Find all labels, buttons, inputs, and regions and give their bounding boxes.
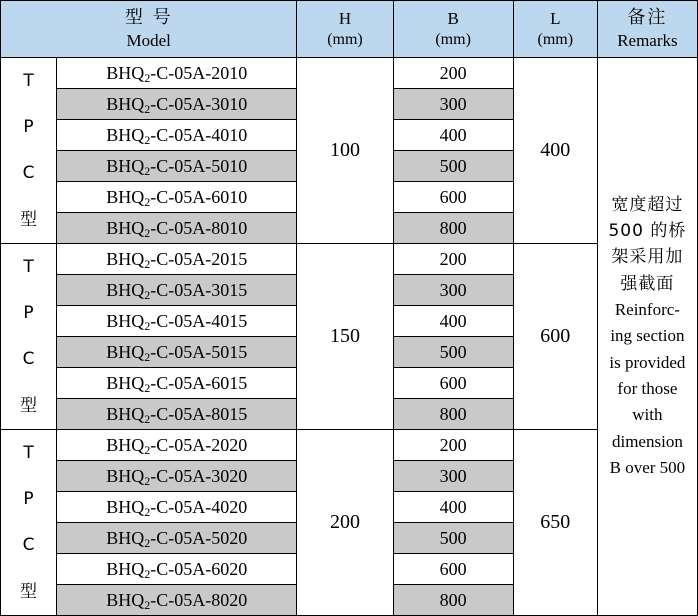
model-cell	[57, 213, 297, 244]
header-h-unit: (mm)	[327, 30, 363, 48]
b-value-cell: 800	[393, 585, 513, 616]
model-prefix: BHQ	[106, 496, 145, 517]
model-subscript: 2	[144, 163, 151, 178]
b-value-cell: 300	[393, 89, 513, 120]
header-l-label: L	[550, 9, 561, 29]
table-body	[1, 58, 698, 616]
l-value-cell: 650	[513, 430, 597, 616]
model-suffix: -C-05A-2010	[150, 62, 248, 83]
h-value-cell: 100	[297, 58, 393, 244]
b-value-cell: 500	[393, 337, 513, 368]
type-label-char: P	[23, 489, 34, 510]
model-suffix: -C-05A-6010	[150, 186, 248, 207]
type-label-char: 型	[20, 395, 38, 416]
model-subscript: 2	[144, 380, 151, 395]
b-value-cell: 600	[393, 554, 513, 585]
type-label-char: C	[22, 349, 35, 370]
type-label-cell	[1, 58, 57, 244]
remarks-line: is provided	[609, 352, 686, 372]
header-model	[1, 1, 297, 58]
b-value-cell: 500	[393, 151, 513, 182]
model-subscript: 2	[144, 256, 151, 271]
header-model-cn: 型 号	[124, 7, 173, 29]
model-suffix: -C-05A-8010	[150, 217, 248, 238]
model-suffix: -C-05A-6015	[150, 372, 248, 393]
remarks-line: for those	[617, 379, 678, 399]
type-label-char: T	[23, 442, 34, 463]
table-row	[1, 244, 698, 275]
model-suffix: -C-05A-4015	[150, 310, 248, 331]
model-prefix: BHQ	[106, 527, 145, 548]
model-prefix: BHQ	[106, 155, 145, 176]
b-value-cell: 600	[393, 182, 513, 213]
model-subscript: 2	[144, 318, 151, 333]
model-subscript: 2	[144, 411, 151, 426]
model-cell	[57, 430, 297, 461]
type-label-char: T	[23, 256, 34, 277]
model-prefix: BHQ	[106, 589, 145, 610]
b-value-cell: 200	[393, 58, 513, 89]
type-label-char: T	[23, 70, 34, 91]
model-cell	[57, 492, 297, 523]
model-cell	[57, 58, 297, 89]
header-model-en: Model	[126, 30, 171, 50]
model-prefix: BHQ	[106, 372, 145, 393]
model-cell	[57, 585, 297, 616]
model-suffix: -C-05A-3020	[150, 465, 248, 486]
model-suffix: -C-05A-5015	[150, 341, 248, 362]
h-value-cell: 150	[297, 244, 393, 430]
model-cell	[57, 523, 297, 554]
model-cell	[57, 182, 297, 213]
header-b-unit: (mm)	[435, 30, 471, 48]
header-remarks-en: Remarks	[617, 30, 678, 50]
model-subscript: 2	[144, 442, 151, 457]
remarks-line: with	[632, 405, 663, 425]
model-subscript: 2	[144, 194, 151, 209]
model-cell	[57, 337, 297, 368]
model-subscript: 2	[144, 287, 151, 302]
header-h-label: H	[338, 9, 352, 29]
l-value-cell: 400	[513, 58, 597, 244]
remarks-line: ing section	[610, 326, 685, 346]
model-cell	[57, 554, 297, 585]
model-subscript: 2	[144, 566, 151, 581]
remarks-line: 架采用加	[611, 247, 684, 268]
model-suffix: -C-05A-8015	[150, 403, 248, 424]
model-suffix: -C-05A-2020	[150, 434, 248, 455]
model-prefix: BHQ	[106, 341, 145, 362]
model-prefix: BHQ	[106, 403, 145, 424]
type-label-char: P	[23, 303, 34, 324]
model-prefix: BHQ	[106, 124, 145, 145]
model-subscript: 2	[144, 70, 151, 85]
model-prefix: BHQ	[106, 217, 145, 238]
model-subscript: 2	[144, 504, 151, 519]
type-label-char: 型	[20, 209, 38, 230]
b-value-cell: 500	[393, 523, 513, 554]
type-label-char: C	[22, 163, 35, 184]
model-suffix: -C-05A-4020	[150, 496, 248, 517]
model-subscript: 2	[144, 535, 151, 550]
remarks-line: Reinforc-	[614, 299, 680, 319]
header-b	[393, 1, 513, 58]
b-value-cell: 800	[393, 399, 513, 430]
type-label-cell	[1, 244, 57, 430]
header-remarks	[597, 1, 697, 58]
model-subscript: 2	[144, 101, 151, 116]
remarks-line: 宽度超过	[611, 194, 684, 215]
model-cell	[57, 151, 297, 182]
table-row	[1, 58, 698, 89]
model-prefix: BHQ	[106, 62, 145, 83]
model-prefix: BHQ	[106, 465, 145, 486]
b-value-cell: 400	[393, 120, 513, 151]
model-prefix: BHQ	[106, 248, 145, 269]
table-row	[1, 430, 698, 461]
type-label-char: P	[23, 117, 34, 138]
type-label-char: 型	[20, 581, 38, 602]
b-value-cell: 800	[393, 213, 513, 244]
b-value-cell: 400	[393, 306, 513, 337]
model-cell	[57, 399, 297, 430]
type-label-cell	[1, 430, 57, 616]
model-cell	[57, 368, 297, 399]
model-subscript: 2	[144, 132, 151, 147]
model-subscript: 2	[144, 473, 151, 488]
model-suffix: -C-05A-3010	[150, 93, 248, 114]
h-value-cell: 200	[297, 430, 393, 616]
remarks-line: 500 的桥	[608, 220, 687, 241]
model-cell	[57, 306, 297, 337]
model-prefix: BHQ	[106, 186, 145, 207]
model-prefix: BHQ	[106, 310, 145, 331]
model-prefix: BHQ	[106, 279, 145, 300]
model-cell	[57, 89, 297, 120]
header-b-label: B	[447, 9, 459, 29]
b-value-cell: 400	[393, 492, 513, 523]
model-suffix: -C-05A-4010	[150, 124, 248, 145]
model-cell	[57, 275, 297, 306]
remarks-line: dimension	[611, 431, 683, 451]
model-suffix: -C-05A-6020	[150, 558, 248, 579]
model-suffix: -C-05A-5020	[150, 527, 248, 548]
remarks-line: B over 500	[609, 458, 686, 478]
b-value-cell: 300	[393, 275, 513, 306]
remarks-cell	[597, 58, 697, 616]
type-label-char: C	[22, 535, 35, 556]
header-l	[513, 1, 597, 58]
table-header-row	[1, 1, 698, 58]
model-prefix: BHQ	[106, 93, 145, 114]
header-h	[297, 1, 393, 58]
b-value-cell: 200	[393, 244, 513, 275]
model-cell	[57, 120, 297, 151]
b-value-cell: 300	[393, 461, 513, 492]
model-prefix: BHQ	[106, 558, 145, 579]
b-value-cell: 200	[393, 430, 513, 461]
model-suffix: -C-05A-8020	[150, 589, 248, 610]
model-subscript: 2	[144, 597, 151, 612]
remarks-line: 强截面	[620, 273, 675, 294]
header-l-unit: (mm)	[537, 30, 574, 48]
header-remarks-cn: 备注	[627, 7, 668, 29]
model-suffix: -C-05A-2015	[150, 248, 248, 269]
model-cell	[57, 244, 297, 275]
model-suffix: -C-05A-3015	[150, 279, 248, 300]
model-subscript: 2	[144, 349, 151, 364]
b-value-cell: 600	[393, 368, 513, 399]
model-cell	[57, 461, 297, 492]
model-prefix: BHQ	[106, 434, 145, 455]
model-subscript: 2	[144, 225, 151, 240]
model-suffix: -C-05A-5010	[150, 155, 248, 176]
l-value-cell: 600	[513, 244, 597, 430]
